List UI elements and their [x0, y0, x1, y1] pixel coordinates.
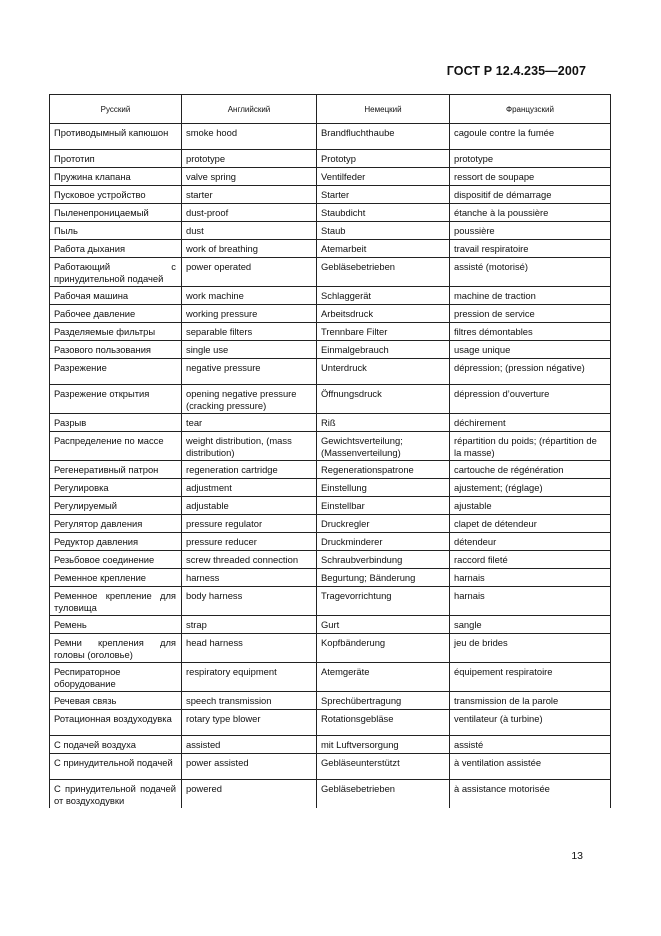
cell-english: powered: [182, 780, 317, 809]
cell-english: work machine: [182, 287, 317, 305]
cell-french: usage unique: [450, 341, 611, 359]
cell-english: separable filters: [182, 323, 317, 341]
cell-english: working pressure: [182, 305, 317, 323]
cell-english: smoke hood: [182, 124, 317, 150]
cell-french: assisté: [450, 736, 611, 754]
cell-russian: Редуктор давления: [50, 533, 182, 551]
cell-russian: Разрежение открытия: [50, 385, 182, 414]
cell-russian: Речевая связь: [50, 692, 182, 710]
cell-russian: Распределение по массе: [50, 432, 182, 461]
cell-french: transmission de la parole: [450, 692, 611, 710]
table-row: [50, 385, 611, 414]
cell-french: harnais: [450, 569, 611, 587]
cell-french: pression de service: [450, 305, 611, 323]
cell-french: filtres démontables: [450, 323, 611, 341]
cell-french: cagoule contre la fumée: [450, 124, 611, 150]
cell-german: Einstellbar: [317, 497, 450, 515]
cell-german: Prototyp: [317, 150, 450, 168]
cell-english: adjustable: [182, 497, 317, 515]
cell-german: Regenerationspatrone: [317, 461, 450, 479]
cell-english: pressure regulator: [182, 515, 317, 533]
cell-russian: Пыленепроницаемый: [50, 204, 182, 222]
cell-french: équipement respiratoire: [450, 663, 611, 692]
cell-english: head harness: [182, 634, 317, 663]
cell-russian: Респираторное оборудование: [50, 663, 182, 692]
cell-russian: Ремень: [50, 616, 182, 634]
page-number: 13: [571, 850, 583, 862]
cell-german: Gurt: [317, 616, 450, 634]
cell-russian: Рабочая машина: [50, 287, 182, 305]
cell-german: Gebläseunterstützt: [317, 754, 450, 780]
table-row: [50, 186, 611, 204]
table-row: [50, 663, 611, 692]
cell-french: cartouche de régénération: [450, 461, 611, 479]
cell-english: assisted: [182, 736, 317, 754]
table-body: [50, 124, 611, 809]
table-row: [50, 287, 611, 305]
table-row: [50, 569, 611, 587]
cell-german: Atemarbeit: [317, 240, 450, 258]
cell-english: regeneration cartridge: [182, 461, 317, 479]
cell-russian: Ременное крепление для туловища: [50, 587, 182, 616]
cell-english: single use: [182, 341, 317, 359]
cell-russian: Разового пользования: [50, 341, 182, 359]
cell-german: Schlaggerät: [317, 287, 450, 305]
column-header-russian: Русский: [50, 95, 182, 124]
cell-english: speech transmission: [182, 692, 317, 710]
cell-english: dust-proof: [182, 204, 317, 222]
cell-french: dispositif de démarrage: [450, 186, 611, 204]
cell-french: travail respiratoire: [450, 240, 611, 258]
cell-russian: Пусковое устройство: [50, 186, 182, 204]
cell-french: poussière: [450, 222, 611, 240]
cell-russian: Работающий с принудительной подачей: [50, 258, 182, 287]
cell-english: dust: [182, 222, 317, 240]
table-row: [50, 551, 611, 569]
cell-english: work of breathing: [182, 240, 317, 258]
cell-russian: Регулируемый: [50, 497, 182, 515]
cell-english: adjustment: [182, 479, 317, 497]
table-row: [50, 634, 611, 663]
cell-english: tear: [182, 414, 317, 432]
cell-russian: Разрыв: [50, 414, 182, 432]
cell-english: rotary type blower: [182, 710, 317, 736]
cell-english: weight distribution, (mass distribution): [182, 432, 317, 461]
cell-german: mit Luftversorgung: [317, 736, 450, 754]
cell-german: Tragevorrichtung: [317, 587, 450, 616]
table-row: [50, 754, 611, 780]
cell-russian: Регулятор давления: [50, 515, 182, 533]
cell-russian: Пыль: [50, 222, 182, 240]
cell-french: détendeur: [450, 533, 611, 551]
cell-english: valve spring: [182, 168, 317, 186]
table-row: [50, 124, 611, 150]
cell-russian: Разделяемые фильтры: [50, 323, 182, 341]
table-row: [50, 736, 611, 754]
cell-german: Druckregler: [317, 515, 450, 533]
cell-german: Sprechübertragung: [317, 692, 450, 710]
terminology-table: [49, 94, 611, 808]
cell-russian: Работа дыхания: [50, 240, 182, 258]
cell-german: Schraubverbindung: [317, 551, 450, 569]
cell-german: Riß: [317, 414, 450, 432]
cell-german: Druckminderer: [317, 533, 450, 551]
cell-german: Staub: [317, 222, 450, 240]
cell-german: Einmalgebrauch: [317, 341, 450, 359]
cell-russian: Противодымный капюшон: [50, 124, 182, 150]
cell-russian: Регулировка: [50, 479, 182, 497]
cell-german: Starter: [317, 186, 450, 204]
cell-english: harness: [182, 569, 317, 587]
cell-english: starter: [182, 186, 317, 204]
cell-french: jeu de brides: [450, 634, 611, 663]
cell-english: respiratory equipment: [182, 663, 317, 692]
cell-english: opening negative pressure (cracking pressure): [182, 385, 317, 414]
table-header-row: [50, 95, 611, 124]
cell-french: raccord fileté: [450, 551, 611, 569]
cell-russian: Резьбовое соединение: [50, 551, 182, 569]
table-row: [50, 414, 611, 432]
cell-german: Rotationsgebläse: [317, 710, 450, 736]
table-row: [50, 305, 611, 323]
cell-german: Einstellung: [317, 479, 450, 497]
cell-french: ajustement; (réglage): [450, 479, 611, 497]
table-row: [50, 168, 611, 186]
cell-german: Trennbare Filter: [317, 323, 450, 341]
cell-russian: Ротационная воздуходувка: [50, 710, 182, 736]
table-row: [50, 461, 611, 479]
cell-german: Arbeitsdruck: [317, 305, 450, 323]
cell-french: clapet de détendeur: [450, 515, 611, 533]
cell-russian: С подачей воздуха: [50, 736, 182, 754]
cell-russian: Пружина клапана: [50, 168, 182, 186]
cell-english: strap: [182, 616, 317, 634]
cell-russian: Ремни крепления для головы (оголовье): [50, 634, 182, 663]
cell-german: Ventilfeder: [317, 168, 450, 186]
cell-french: dépression d’ouverture: [450, 385, 611, 414]
cell-french: prototype: [450, 150, 611, 168]
table-row: [50, 587, 611, 616]
table-row: [50, 616, 611, 634]
cell-french: répartition du poids; (répartition de la masse): [450, 432, 611, 461]
column-header-french: Французский: [450, 95, 611, 124]
cell-french: ajustable: [450, 497, 611, 515]
cell-english: screw threaded connection: [182, 551, 317, 569]
table-row: [50, 515, 611, 533]
cell-russian: Рабочее давление: [50, 305, 182, 323]
cell-french: sangle: [450, 616, 611, 634]
cell-german: Öffnungsdruck: [317, 385, 450, 414]
cell-french: déchirement: [450, 414, 611, 432]
table-row: [50, 432, 611, 461]
table-row: [50, 258, 611, 287]
cell-german: Gebläsebetrieben: [317, 780, 450, 809]
cell-french: ventilateur (à turbine): [450, 710, 611, 736]
table-row: [50, 240, 611, 258]
cell-german: Begurtung; Bänderung: [317, 569, 450, 587]
cell-french: machine de traction: [450, 287, 611, 305]
table-row: [50, 533, 611, 551]
cell-russian: С принудительной подачей: [50, 754, 182, 780]
column-header-german: Немецкий: [317, 95, 450, 124]
cell-english: power operated: [182, 258, 317, 287]
table-row: [50, 359, 611, 385]
cell-french: étanche à la poussière: [450, 204, 611, 222]
standard-designation: ГОСТ Р 12.4.235—2007: [446, 64, 586, 78]
cell-german: Unterdruck: [317, 359, 450, 385]
cell-english: pressure reducer: [182, 533, 317, 551]
table-row: [50, 780, 611, 809]
cell-russian: Разрежение: [50, 359, 182, 385]
cell-german: Gebläsebetrieben: [317, 258, 450, 287]
table-row: [50, 710, 611, 736]
table-row: [50, 692, 611, 710]
table-row: [50, 222, 611, 240]
cell-russian: Регенеративный патрон: [50, 461, 182, 479]
cell-english: prototype: [182, 150, 317, 168]
cell-english: negative pressure: [182, 359, 317, 385]
cell-russian: С принудительной подачей от воздуходувки: [50, 780, 182, 809]
cell-french: ressort de soupape: [450, 168, 611, 186]
cell-french: à assistance motorisée: [450, 780, 611, 809]
cell-french: harnais: [450, 587, 611, 616]
cell-german: Staubdicht: [317, 204, 450, 222]
column-header-english: Английский: [182, 95, 317, 124]
cell-english: power assisted: [182, 754, 317, 780]
table-row: [50, 150, 611, 168]
cell-german: Atemgeräte: [317, 663, 450, 692]
table-row: [50, 479, 611, 497]
table-row: [50, 341, 611, 359]
cell-russian: Прототип: [50, 150, 182, 168]
table-row: [50, 204, 611, 222]
cell-german: Brandfluchthaube: [317, 124, 450, 150]
cell-german: Gewichtsverteilung; (Massenverteilung): [317, 432, 450, 461]
table-row: [50, 497, 611, 515]
cell-french: dépression; (pression négative): [450, 359, 611, 385]
cell-french: assisté (motorisé): [450, 258, 611, 287]
cell-french: à ventilation assistée: [450, 754, 611, 780]
cell-english: body harness: [182, 587, 317, 616]
cell-russian: Ременное крепление: [50, 569, 182, 587]
cell-german: Kopfbänderung: [317, 634, 450, 663]
table-row: [50, 323, 611, 341]
